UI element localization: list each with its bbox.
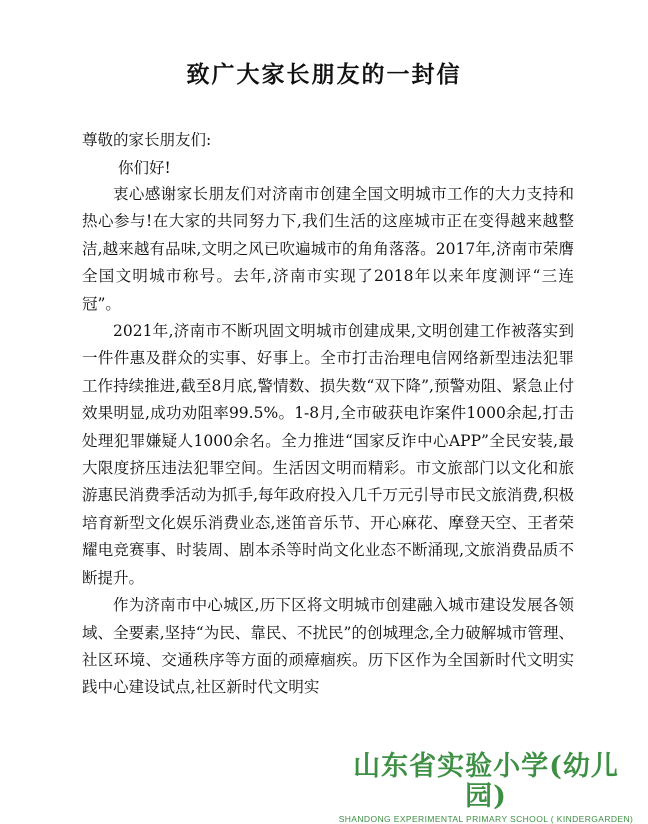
- letter-title: 致广大家长朋友的一封信: [186, 61, 462, 88]
- letter-body: [82, 181, 574, 702]
- paragraph-2: 2021年,济南市不断巩固文明城市创建成果,文明创建工作被落实到一件件惠及群众的实事、好事上。全市打击治理电信网络新型违法犯罪工作持续推进,截至8月底,警情数、损失数“双下降”,预警劝阻、紧急止付效果明显,成功劝阻率99.5%。1-8月,全市破获电诈案件1000余起,打击处理犯罪嫌疑人1000余名。全力推进“国家反诈中心APP”全民安装,最大限度挤压违法犯罪空间。生活因文明而精彩。市文旅部门以文化和旅游惠民消费季活动为抓手,每年政府投入几千万元引导市民文旅消费,积极培育新型文化娱乐消费业态,迷笛音乐节、开心麻花、摩登天空、王者荣耀电竞赛事、时装周、剧本杀等时尚文化业态不断涌现,文旅消费品质不断提升。: [82, 322, 574, 587]
- paragraph-1: 衷心感谢家长朋友们对济南市创建全国文明城市工作的大力支持和热心参与!在大家的共同努力下,我们生活的这座城市正在变得越来越整洁,越来越有品味,文明之风已吹遍城市的角角落落。2017年,济南市荣膺全国文明城市称号。去年,济南市实现了2018年以来年度测评“三连冠”。: [82, 185, 574, 313]
- salutation: 尊敬的家长朋友们:: [82, 131, 212, 149]
- paragraph-3: 作为济南市中心城区,历下区将文明城市创建融入城市建设发展各领域、全要素,坚持“为民、靠民、不扰民”的创城理念,全力破解城市管理、社区环境、交通秩序等方面的顽瘴痼疾。历下区作为全国新时代文明实践中心建设试点,社区新时代文明实: [82, 596, 574, 697]
- watermark-school-name: 山东省实验小学(幼儿园): [353, 751, 619, 812]
- greeting: 你们好!: [118, 159, 171, 177]
- watermark-school-name-en: SHANDONG EXPERIMENTAL PRIMARY SCHOOL ( KINDERGARDEN): [338, 814, 634, 824]
- school-watermark: [336, 752, 636, 824]
